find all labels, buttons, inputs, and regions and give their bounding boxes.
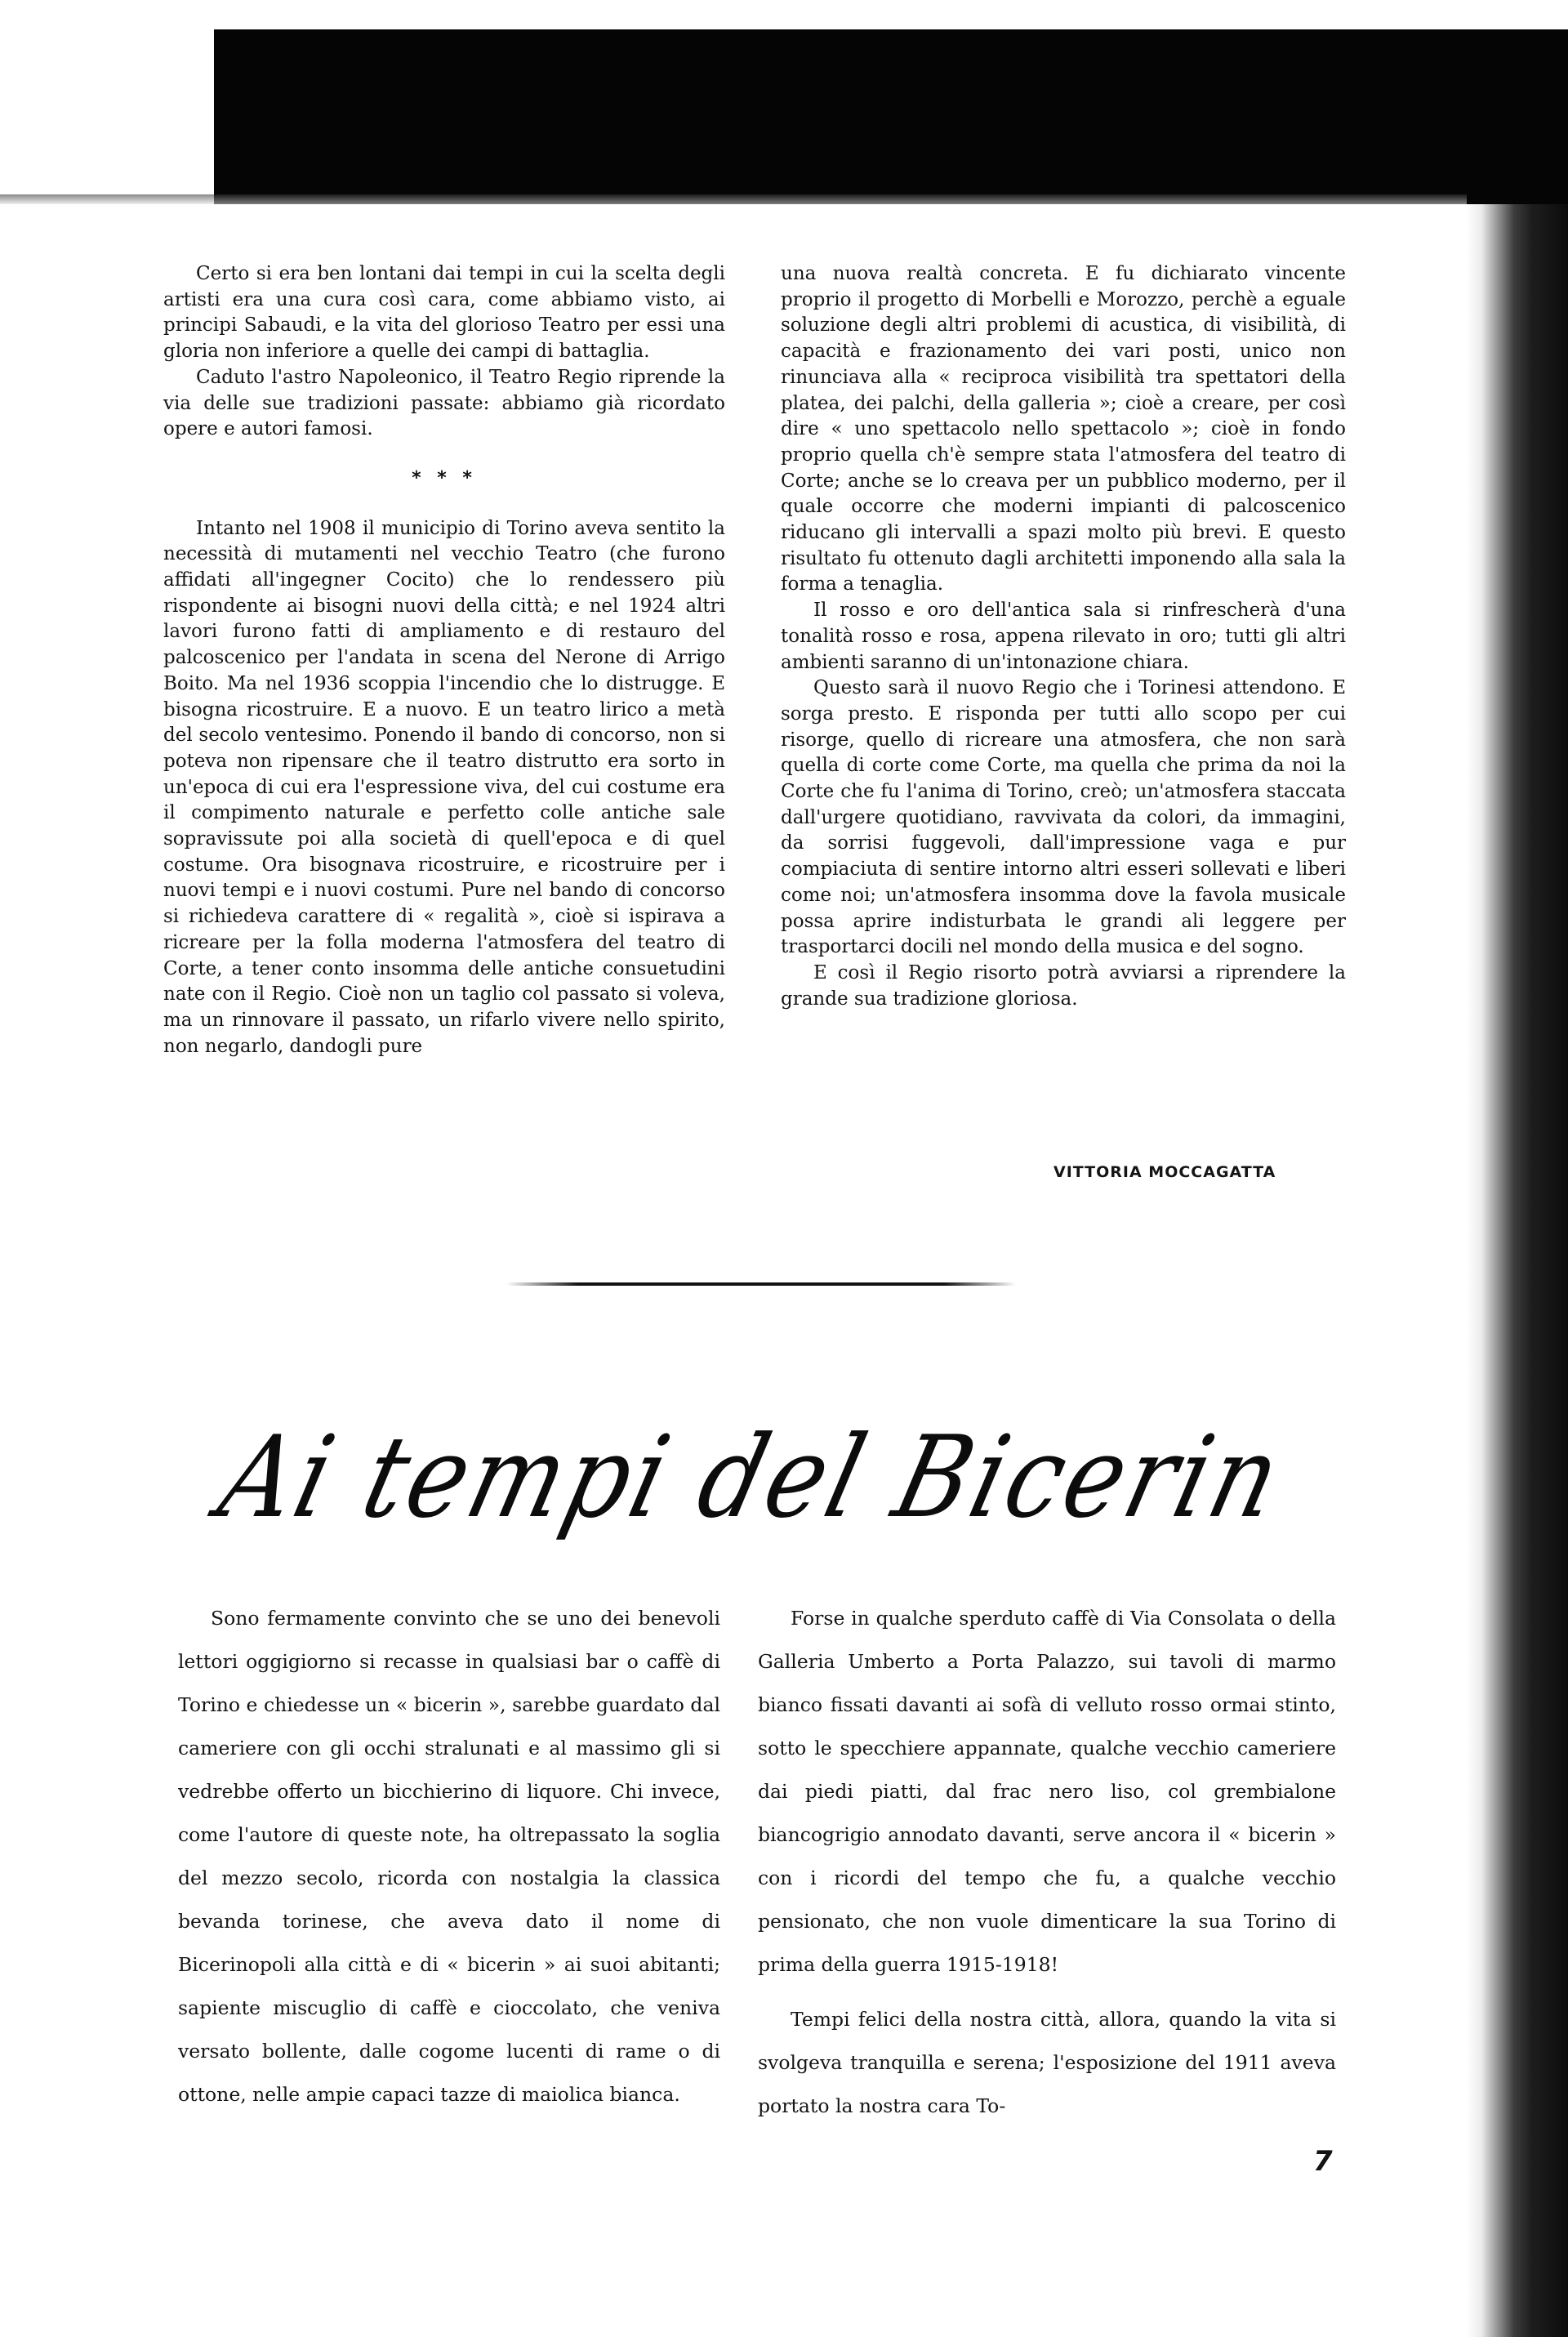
book-spine-edge [1467, 204, 1568, 2337]
paragraph: Certo si era ben lontani dai tempi in cui la scelta degli artisti era una cura così cara, come abbiamo visto, ai principi Sabaudi, e la vita del glorioso Teatro per essi una gloria non inferiore a quelle dei campi di battaglia. [163, 263, 725, 363]
paragraph: E così il Regio risorto potrà avviarsi a riprendere la grande sua tradizione gloriosa. [781, 961, 1346, 1010]
paragraph: Forse in qualche sperduto caffè di Via Consolata o della Galleria Umberto a Porta Palazzo, sui tavoli di marmo bianco fissati davanti ai sofà di velluto rosso ormai stinto, sotto le specchiere appannate, qualche vecchio cameriere dai piedi piatti, dal frac nero liso, col grembialone biancogrigio annodato davanti, serve ancora il « bicerin » con i ricordi del tempo che fu, a qualche vecchio pensionato, che non vuole dimenticare la sua Torino di prima della guerra 1915-1918! [758, 1607, 1336, 1976]
article1-column-left [163, 261, 725, 1059]
author-signature: VITTORIA MOCCAGATTA [1054, 1163, 1276, 1181]
paragraph: Tempi felici della nostra città, allora, quando la vita si svolgeva tranquilla e serena; l'esposizione del 1911 aveva portato la nostra cara To- [758, 2008, 1336, 2117]
section-divider [506, 1282, 1016, 1286]
article1-column-right [781, 261, 1346, 1012]
paragraph: una nuova realtà concreta. E fu dichiarato vincente proprio il progetto di Morbelli e Morozzo, perchè a eguale soluzione degli altri problemi di acustica, di visibilità, di capacità e frazionamento dei vari posti, unico non rinunciava alla « reciproca visibilità tra spettatori della platea, dei palchi, della galleria »; cioè a creare, per così dire « uno spettacolo nello spettacolo »; cioè in fondo proprio quella ch'è sempre stata l'atmosfera del teatro di Corte; anche se lo creava per un pubblico moderno, per il quale occorre che moderni impianti di palcoscenico riducano gli intervalli a spazi molto più brevi. E questo risultato fu ottenuto dagli architetti imponendo alla sala la forma a tenaglia. [781, 263, 1346, 595]
page-number: 7 [1313, 2145, 1333, 2178]
paragraph: Intanto nel 1908 il municipio di Torino aveva sentito la necessità di mutamenti nel vecchio Teatro (che furono affidati all'ingegner Cocito) che lo rendessero più rispondente ai bisogni nuovi della città; e nel 1924 altri lavori furono fatti di ampliamento e di restauro del palcoscenico per l'andata in scena del Nerone di Arrigo Boito. Ma nel 1936 scoppia l'incendio che lo distrugge. E bisogna ricostruire. E a nuovo. E un teatro lirico a metà del secolo ventesimo. Ponendo il bando di concorso, non si poteva non ripensare che il teatro distrutto era sorto in un'epoca di cui era l'espressione viva, del cui costume era il compimento naturale e perfetto colle antiche sale sopravissute poi alla società di quell'epoca e di quel costume. Ora bisognava ricostruire, e ricostruire per i nuovi tempi e i nuovi costumi. Pure nel bando di concorso si richiedeva carattere di « regalità », cioè si ispirava a ricreare per la folla moderna l'atmosfera del teatro di Corte, a tener conto insomma delle antiche consuetudini nate con il Regio. Cioè non un taglio col passato si voleva, ma un rinnovare il passato, un rifarlo vivere nello spirito, non negarlo, dandogli pure [163, 517, 725, 1057]
scan-dark-border [214, 29, 1568, 204]
paragraph: Sono fermamente convinto che se uno dei benevoli lettori oggigiorno si recasse in qualsiasi bar o caffè di Torino e chiedesse un « bicerin », sarebbe guardato dal cameriere con gli occhi stralunati e al massimo gli si vedrebbe offerto un bicchierino di liquore. Chi invece, come l'autore di queste note, ha oltrepassato la soglia del mezzo secolo, ricorda con nostalgia la classica bevanda torinese, che aveva dato il nome di Bicerinopoli alla città e di « bicerin » ai suoi abitanti; sapiente miscuglio di caffè e cioccolato, che veniva versato bollente, dalle cogome lucenti di rame o di ottone, nelle ampie capaci tazze di maiolica bianca. [178, 1607, 720, 2106]
article2-column-left [178, 1597, 720, 2116]
section-separator: * * * [412, 467, 477, 488]
paragraph: Questo sarà il nuovo Regio che i Torinesi attendono. E sorga presto. E risponda per tutti allo scopo per cui risorge, quello di ricreare una atmosfera, che non sarà quella di corte come Corte, ma quella che prima da noi la Corte che fu l'anima di Torino, creò; un'atmosfera staccata dall'urgere quotidiano, ravvivata da colori, da immagini, da sorrisi fuggevoli, dall'impressione vaga e pur compiaciuta di sentire intorno altri esseri sollevati e liberi come noi; un'atmosfera insomma dove la favola musicale possa aprire indisturbata le grandi ali leggere per trasportarci docili nel mondo della musica e del sogno. [781, 677, 1346, 958]
article2-column-right [758, 1597, 1336, 2128]
page [0, 204, 1467, 2337]
paragraph: Caduto l'astro Napoleonico, il Teatro Regio riprende la via delle sue tradizioni passate: abbiamo già ricordato opere e autori famosi. [163, 366, 725, 440]
paragraph: Il rosso e oro dell'antica sala si rinfrescherà d'una tonalità rosso e rosa, appena rilevato in oro; tutti gli altri ambienti saranno di un'intonazione chiara. [781, 600, 1346, 673]
article-title: Ai tempi del Bicerin [207, 1412, 1295, 1544]
